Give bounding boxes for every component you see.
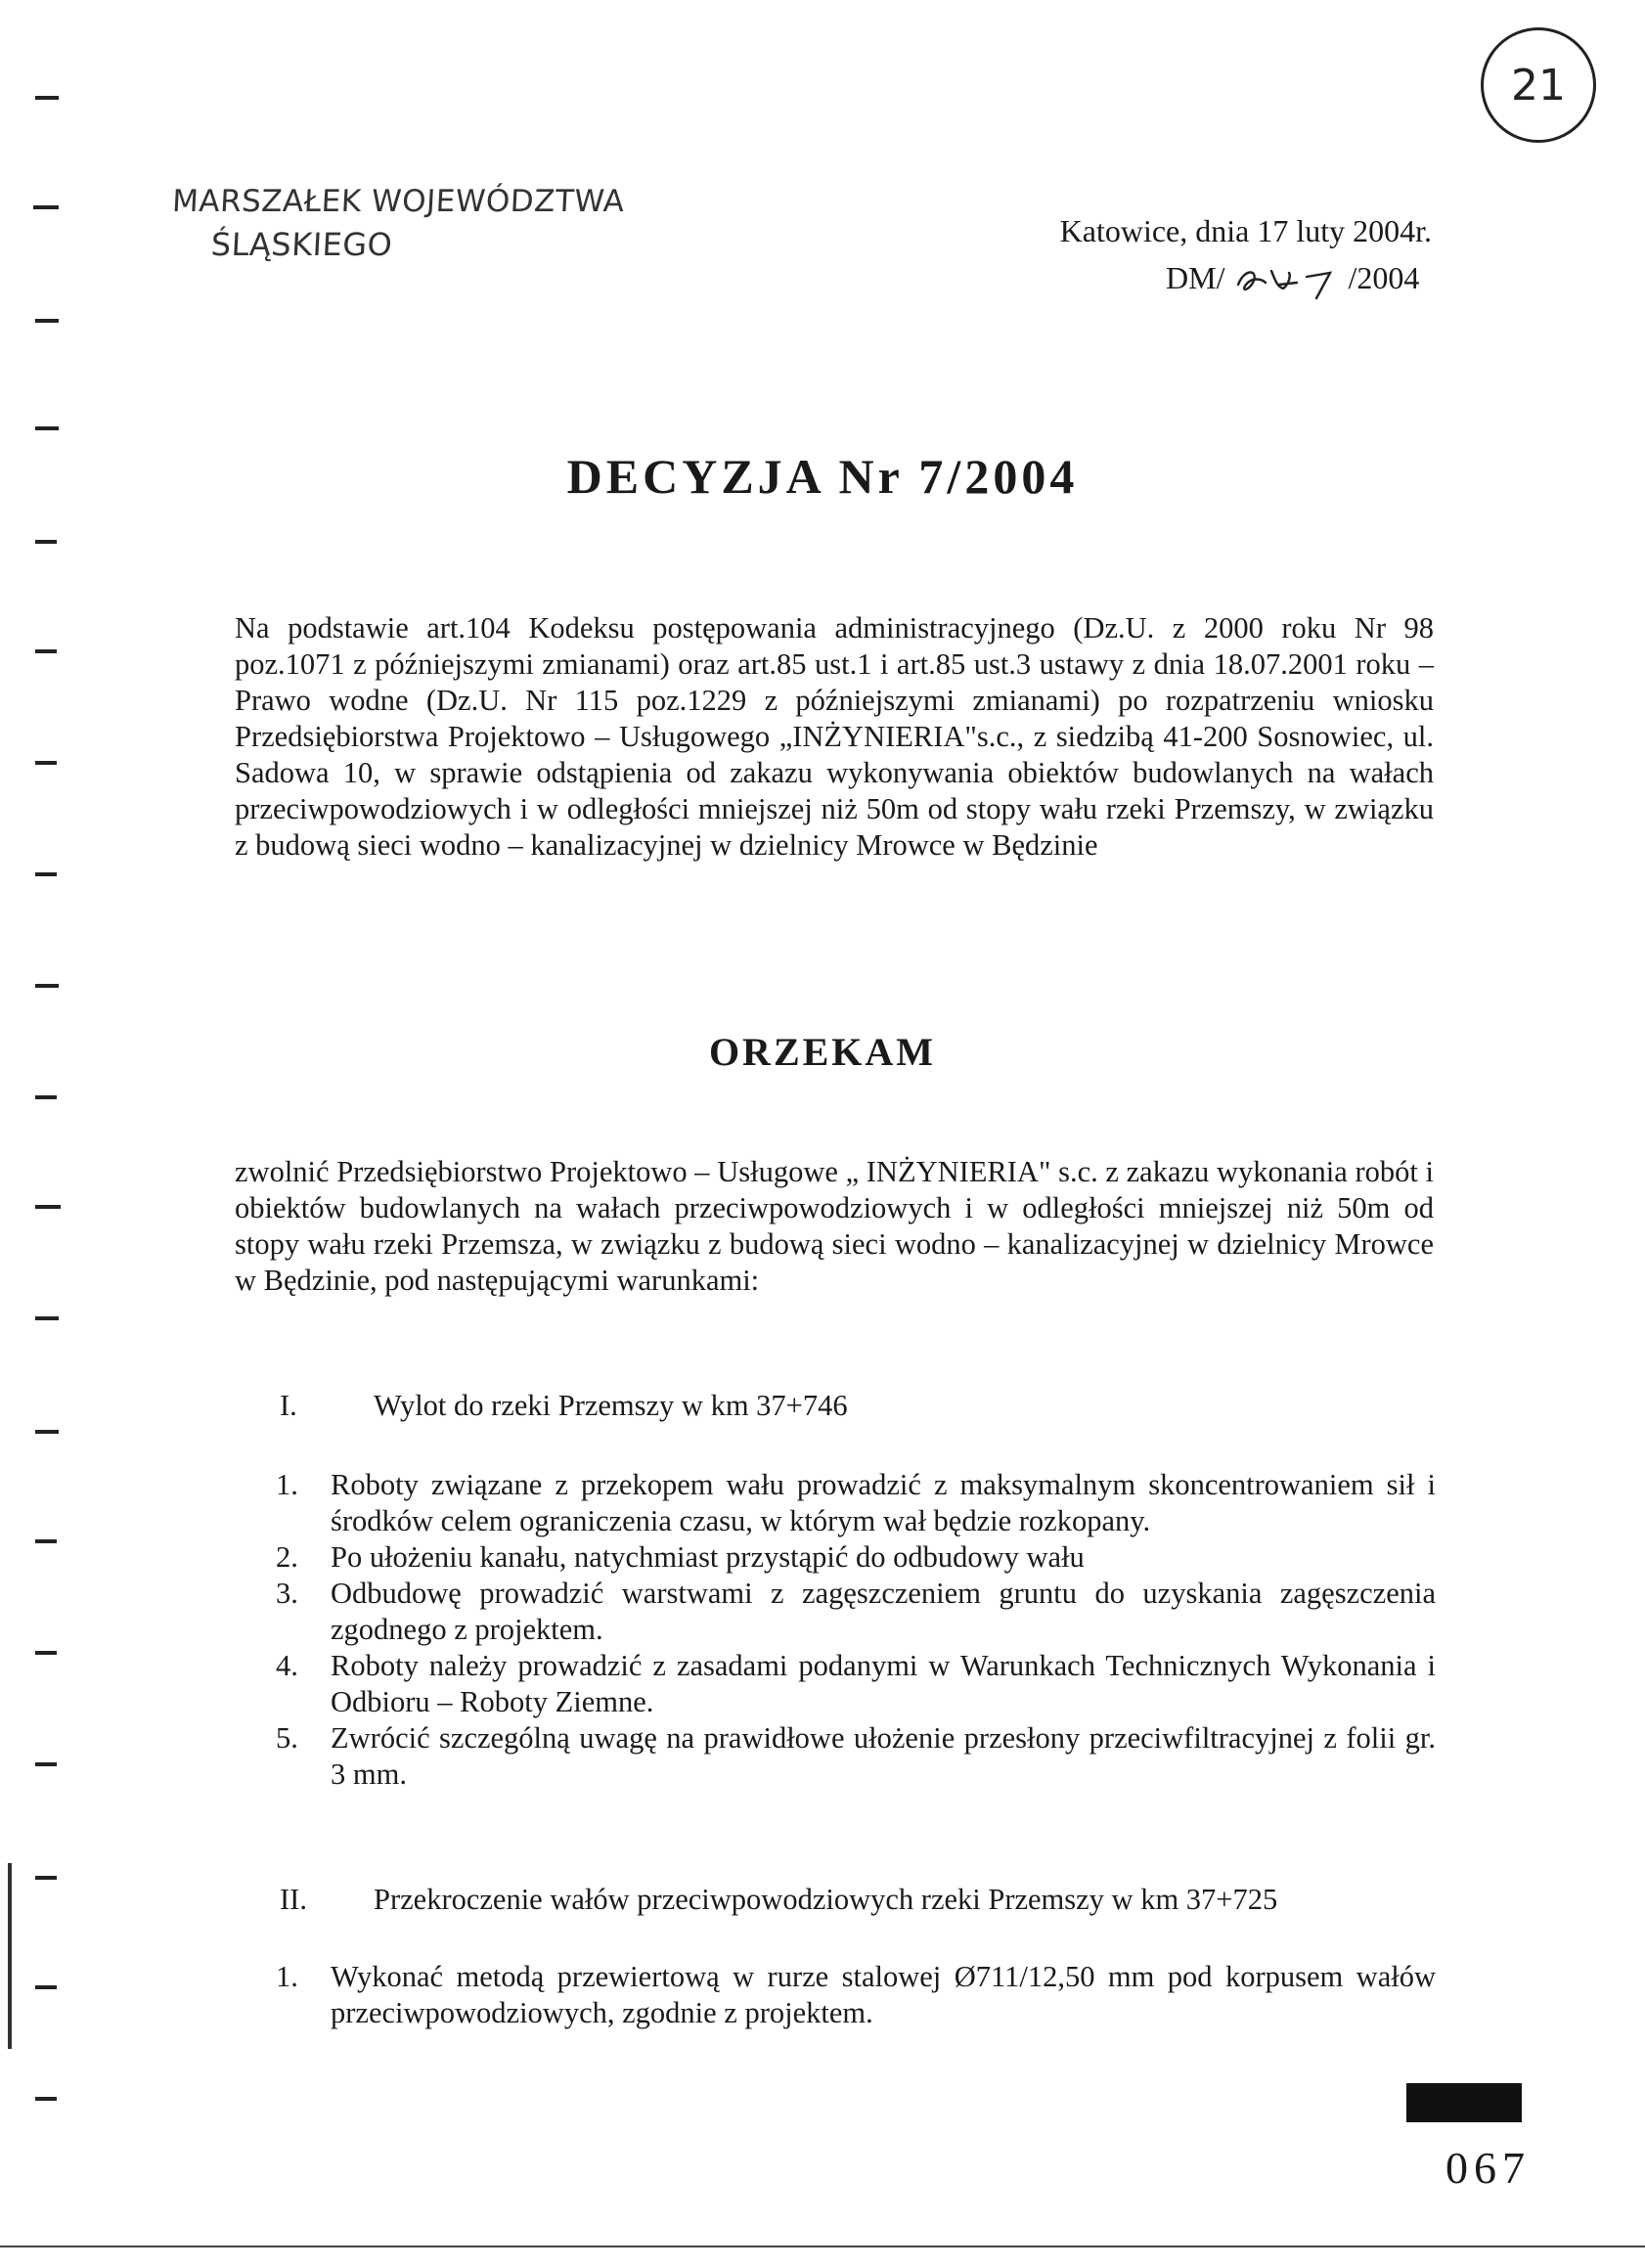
scan-mark bbox=[35, 761, 57, 765]
decree-heading: ORZEKAM bbox=[708, 1030, 937, 1074]
item-number: 3. bbox=[276, 1577, 298, 1610]
scan-mark bbox=[35, 540, 57, 544]
place-date: Katowice, dnia 17 luty 2004r. bbox=[1059, 213, 1432, 248]
item-number: 5. bbox=[276, 1721, 298, 1755]
conditions-list bbox=[276, 1959, 1436, 2031]
item-text: Roboty należy prowadzić z zasadami podanymi w Warunkach Technicznych Wykonania i Odbioru – Roboty Ziemne. bbox=[331, 1649, 1436, 1718]
decision-title: DECYZJA Nr 7/2004 bbox=[566, 449, 1079, 504]
item-number: 4. bbox=[276, 1649, 298, 1682]
item-text: Odbudowę prowadzić warstwami z zagęszczeniem gruntu do uzyskania zagęszczenia zgodnego z projektem. bbox=[331, 1577, 1436, 1646]
section-heading bbox=[280, 1389, 848, 1423]
scan-mark bbox=[35, 1876, 57, 1880]
section-title: Wylot do rzeki Przemszy w km 37+746 bbox=[374, 1389, 848, 1422]
handwritten-ref-number bbox=[1232, 263, 1340, 300]
page-number: 067 bbox=[1445, 2143, 1531, 2193]
list-item bbox=[276, 1959, 1436, 2031]
section-heading bbox=[280, 1883, 1277, 1917]
section-numeral: I. bbox=[280, 1389, 297, 1422]
item-text: Po ułożeniu kanału, natychmiast przystąpić do odbudowy wału bbox=[331, 1540, 1085, 1574]
scan-mark bbox=[35, 649, 57, 653]
circle-number: 21 bbox=[1511, 60, 1566, 111]
scan-mark bbox=[35, 96, 59, 100]
list-item bbox=[276, 1576, 1436, 1648]
scan-mark bbox=[35, 1205, 61, 1209]
scan-mark bbox=[35, 1539, 57, 1543]
scan-mark bbox=[35, 1095, 57, 1099]
scan-mark bbox=[33, 205, 59, 209]
scan-edge-line bbox=[8, 1863, 12, 2049]
item-text: Zwrócić szczególną uwagę na prawidłowe ułożenie przesłony przeciwfiltracyjnej z folii gr. 3 mm. bbox=[331, 1721, 1436, 1791]
list-item bbox=[276, 1720, 1436, 1793]
scan-mark bbox=[35, 872, 57, 876]
bottom-edge-line bbox=[0, 2246, 1645, 2247]
scan-mark bbox=[35, 1430, 59, 1434]
reference-number bbox=[1166, 260, 1419, 300]
section-title: Przekroczenie wałów przeciwpowodziowych rzeki Przemszy w km 37+725 bbox=[374, 1883, 1278, 1916]
scan-mark bbox=[35, 426, 59, 430]
scan-mark bbox=[35, 1985, 57, 1989]
item-number: 1. bbox=[276, 1468, 298, 1501]
ref-suffix: /2004 bbox=[1348, 260, 1420, 295]
page-stamp-circle bbox=[1481, 27, 1596, 143]
conditions-list bbox=[276, 1467, 1436, 1793]
scan-mark bbox=[35, 2097, 57, 2101]
item-number: 1. bbox=[276, 1960, 298, 1993]
section-numeral: II. bbox=[280, 1883, 307, 1916]
list-item bbox=[276, 1539, 1436, 1576]
issuer-line: ŚLĄSKIEGO bbox=[209, 226, 394, 263]
item-number: 2. bbox=[276, 1540, 298, 1574]
list-item bbox=[276, 1467, 1436, 1539]
redaction-block bbox=[1406, 2083, 1522, 2122]
ref-prefix: DM/ bbox=[1166, 260, 1225, 295]
scan-mark bbox=[35, 319, 59, 323]
item-text: Roboty związane z przekopem wału prowadzić z maksymalnym skoncentrowaniem sił i środków celem ograniczenia czasu, w którym wał będzie rozkopany. bbox=[331, 1468, 1436, 1537]
legal-basis-paragraph: Na podstawie art.104 Kodeksu postępowania administracyjnego (Dz.U. z 2000 roku Nr 98 poz.1071 z późniejszymi zmianami) oraz art.85 ust.1 i art.85 ust.3 ustawy z dnia 18.07.2001 roku – Prawo wodne (Dz.U. Nr 115 poz.1229 z późniejszymi zmianami) po rozpatrzeniu wniosku Przedsiębiorstwa Projektowo – Usługowego „INŻYNIERIA"s.c., z siedzibą 41-200 Sosnowiec, ul. Sadowa 10, w sprawie odstąpienia od zakazu wykonywania obiektów budowlanych na wałach przeciwpowodziowych i w odległości mniejszej niż 50m od stopy wału rzeki Przemszy, w związku z budową sieci wodno – kanalizacyjnej w dzielnicy Mrowce w Będzinie bbox=[235, 611, 1434, 862]
scan-mark bbox=[35, 1651, 57, 1655]
issuer-line: MARSZAŁEK WOJEWÓDZTWA bbox=[171, 184, 626, 219]
scan-mark bbox=[35, 1316, 59, 1320]
scan-mark bbox=[35, 984, 59, 988]
scan-mark bbox=[35, 1762, 57, 1766]
list-item bbox=[276, 1648, 1436, 1720]
ruling-paragraph: zwolnić Przedsiębiorstwo Projektowo – Usługowe „ INŻYNIERIA" s.c. z zakazu wykonania robót i obiektów budowlanych na wałach przeciwpowodziowych i w odległości mniejszej niż 50m od stopy wału rzeki Przemsza, w związku z budową sieci wodno – kanalizacyjnej w dzielnicy Mrowce w Będzinie, pod następującymi warunkami: bbox=[235, 1155, 1434, 1297]
item-text: Wykonać metodą przewiertową w rurze stalowej Ø711/12,50 mm pod korpusem wałów przeciwpowodziowych, zgodnie z projektem. bbox=[331, 1960, 1436, 2029]
issuer-stamp bbox=[169, 180, 626, 266]
